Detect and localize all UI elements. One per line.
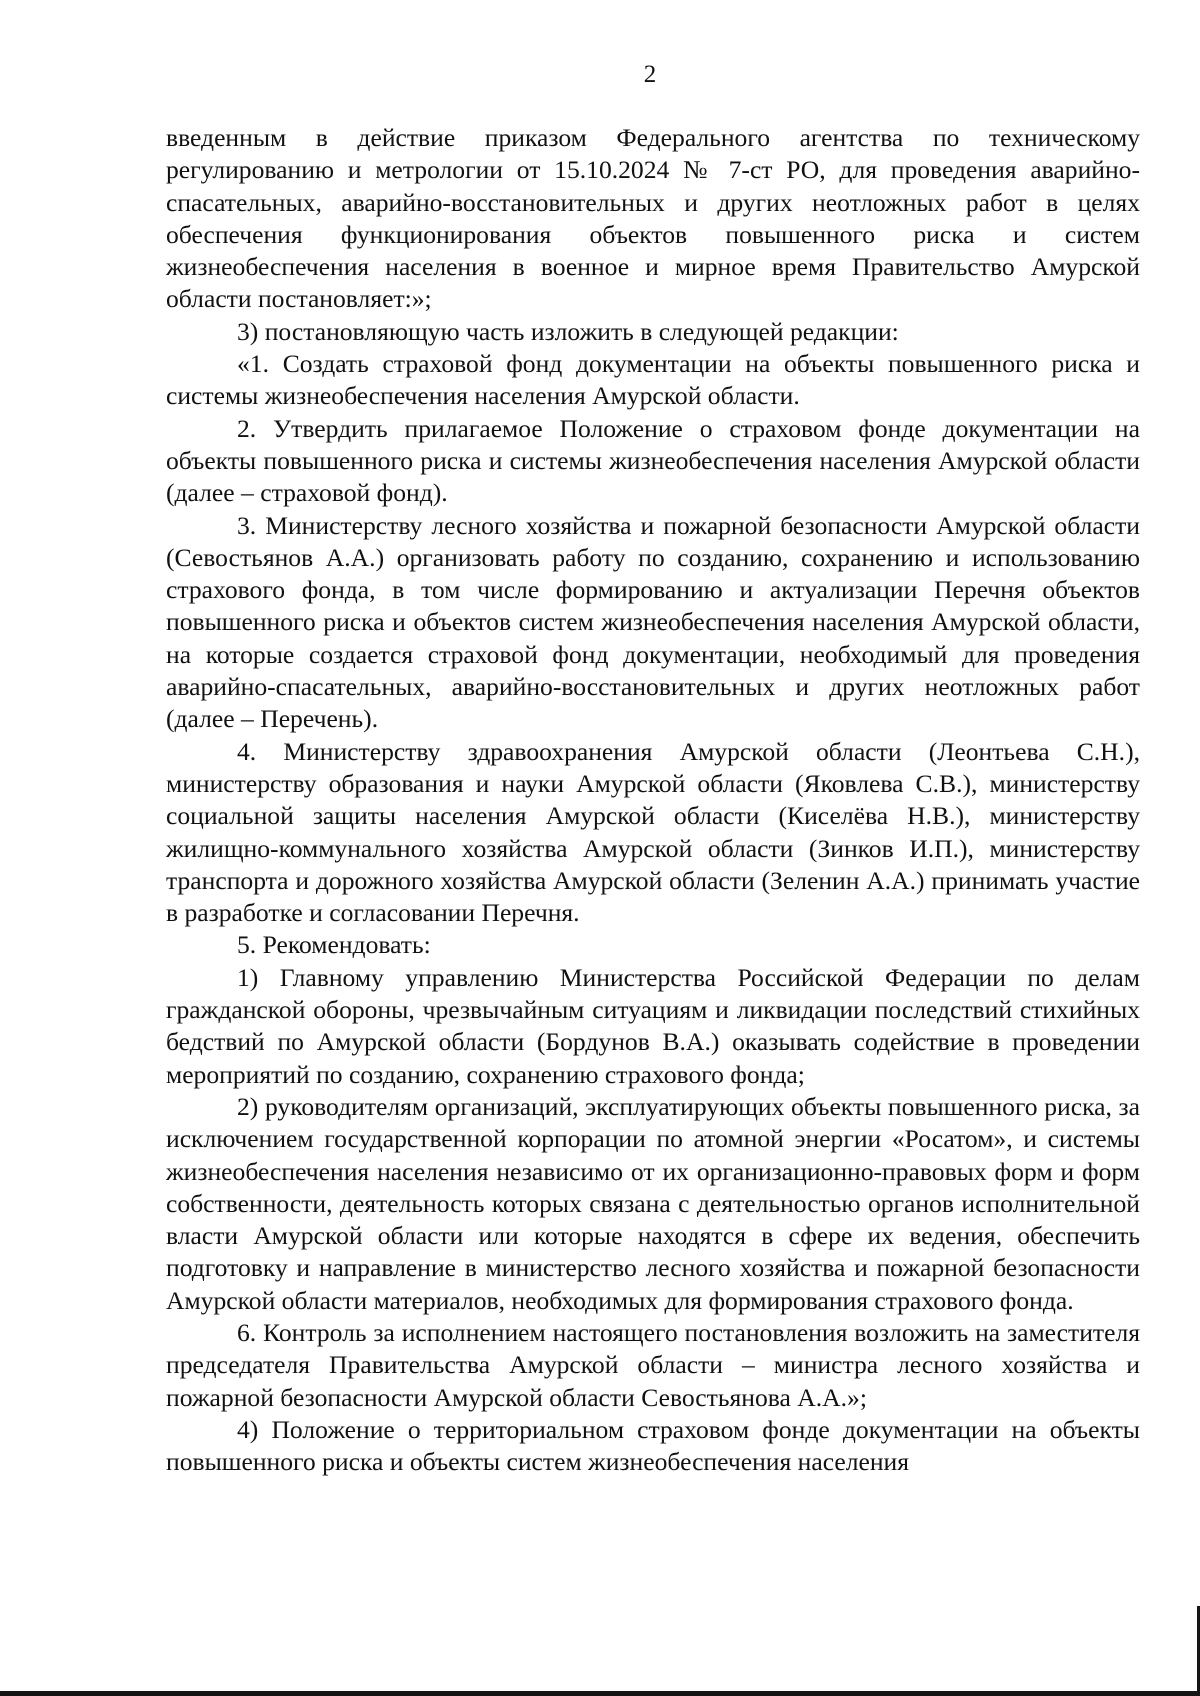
- paragraph-7: 1) Главному управлению Министерства Российской Федерации по делам гражданской обороны, чрезвычайным ситуациям и ликвидации последствий стихийных бедствий по Амурской области (Бордунов В.А.) оказывать содействие в проведении мероприятий по созданию, сохранению страхового фонда;: [166, 962, 1140, 1089]
- paragraph-10: 4) Положение о территориальном страховом фонде документации на объекты повышенного риска и объекты систем жизнеобеспечения населения: [166, 1414, 1140, 1477]
- paragraph-6: 5. Рекомендовать:: [237, 930, 431, 960]
- paragraph-4: 3. Министерству лесного хозяйства и пожарной безопасности Амурской области (Севостьянов А.А.) организовать работу по созданию, сохранению и использованию страхового фонда, в том числе формированию и актуализации Перечня объектов повышенного риска и объектов систем жизнеобеспечения населения Амурской области, на которые создается страховой фонд документации, необходимый для проведения аварийно-спасательных, аварийно-восстановительных и других неотложных работ (далее – Перечень).: [166, 510, 1140, 734]
- paragraph-2: «1. Создать страховой фонд документации на объекты повышенного риска и системы жизнеобеспечения населения Амурской области.: [166, 349, 1140, 411]
- paragraph-5: 4. Министерству здравоохранения Амурской области (Леонтьева С.Н.), министерству образования и науки Амурской области (Яковлева С.В.), министерству социальной защиты населения Амурской области (Киселёва Н.В.), министерству жилищно-коммунального хозяйства Амурской области (Зинков И.П.), министерству транспорта и дорожного хозяйства Амурской области (Зеленин А.А.) принимать участие в разработке и согласовании Перечня.: [166, 736, 1140, 928]
- page-number: 2: [643, 61, 657, 88]
- paragraph-0: введенным в действие приказом Федерального агентства по техническому регулированию и метрологии от 15.10.2024 № 7-ст РО, для проведения аварийно-спасательных, аварийно-восстановительных и других неотложных работ в целях обеспечения функционирования объектов повышенного риска и систем жизнеобеспечения населения в военное и мирное время Правительство Амурской области постановляет:»;: [166, 123, 1140, 314]
- paragraph-1: 3) постановляющую часть изложить в следующей редакции:: [237, 316, 899, 346]
- paragraph-8: 2) руководителям организаций, эксплуатирующих объекты повышенного риска, за исключением государственной корпорации по атомной энергии «Росатом», и системы жизнеобеспечения населения независимо от их организационно-правовых форм и форм собственности, деятельность которых связана с деятельностью органов исполнительной власти Амурской области или которые находятся в сфере их ведения, обеспечить подготовку и направление в министерство лесного хозяйства и пожарной безопасности Амурской области материалов, необходимых для формирования страхового фонда.: [166, 1091, 1140, 1315]
- paragraph-9: 6. Контроль за исполнением настоящего постановления возложить на заместителя председателя Правительства Амурской области – министра лесного хозяйства и пожарной безопасности Амурской области Севостьянова А.А.»;: [166, 1317, 1140, 1412]
- scan-bottom-edge: [0, 1691, 1200, 1696]
- paragraph-3: 2. Утвердить прилагаемое Положение о страховом фонде документации на объекты повышенного риска и системы жизнеобеспечения населения Амурской области (далее – страховой фонд).: [166, 413, 1140, 508]
- document-body: [166, 122, 1140, 1478]
